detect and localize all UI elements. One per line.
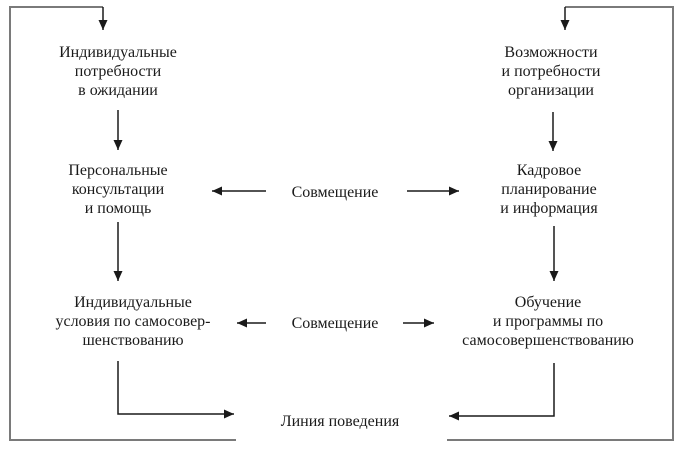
node-individual-conditions-line: шенствованию <box>82 332 184 349</box>
node-training-programs-line: самосовершенствованию <box>462 332 634 349</box>
node-individual-conditions <box>23 293 243 350</box>
combination-top-text: Совмещение <box>291 184 379 201</box>
node-individual-needs <box>8 43 228 100</box>
behavior-line-text: Линия поведения <box>280 413 400 430</box>
node-individual-needs-line: Индивидуальные <box>59 44 177 61</box>
label-behavior-line <box>250 412 430 431</box>
node-hr-planning-line: и информация <box>500 200 598 217</box>
node-personal-consulting-line: консультации <box>71 181 165 198</box>
combination-bottom-text: Совмещение <box>291 315 379 332</box>
node-hr-planning <box>439 161 659 218</box>
node-hr-planning-line: планирование <box>501 181 597 198</box>
node-individual-needs-line: в ожидании <box>78 82 158 99</box>
node-org-opportunities-line: организации <box>508 82 594 99</box>
arrow-training-programs-to-behavior-line <box>449 363 554 416</box>
label-combination-bottom <box>260 314 410 333</box>
node-training-programs-line: и программы по <box>492 313 604 330</box>
arrow-individual-conditions-to-behavior-line <box>118 361 234 414</box>
node-personal-consulting-line: Персональные <box>68 162 168 179</box>
node-personal-consulting <box>8 161 228 218</box>
node-hr-planning-line: Кадровое <box>516 162 582 179</box>
node-individual-conditions-line: условия по самосовер- <box>55 313 211 330</box>
node-org-opportunities-line: и потребности <box>501 63 601 80</box>
node-personal-consulting-line: и помощь <box>84 200 152 217</box>
node-individual-needs-line: потребности <box>74 63 162 80</box>
label-combination-top <box>260 183 410 202</box>
node-training-programs-line: Обучение <box>514 294 582 311</box>
node-org-opportunities-line: Возможности <box>504 44 598 61</box>
node-training-programs <box>438 293 658 350</box>
node-individual-conditions-line: Индивидуальные <box>74 294 192 311</box>
node-org-opportunities <box>441 43 661 100</box>
